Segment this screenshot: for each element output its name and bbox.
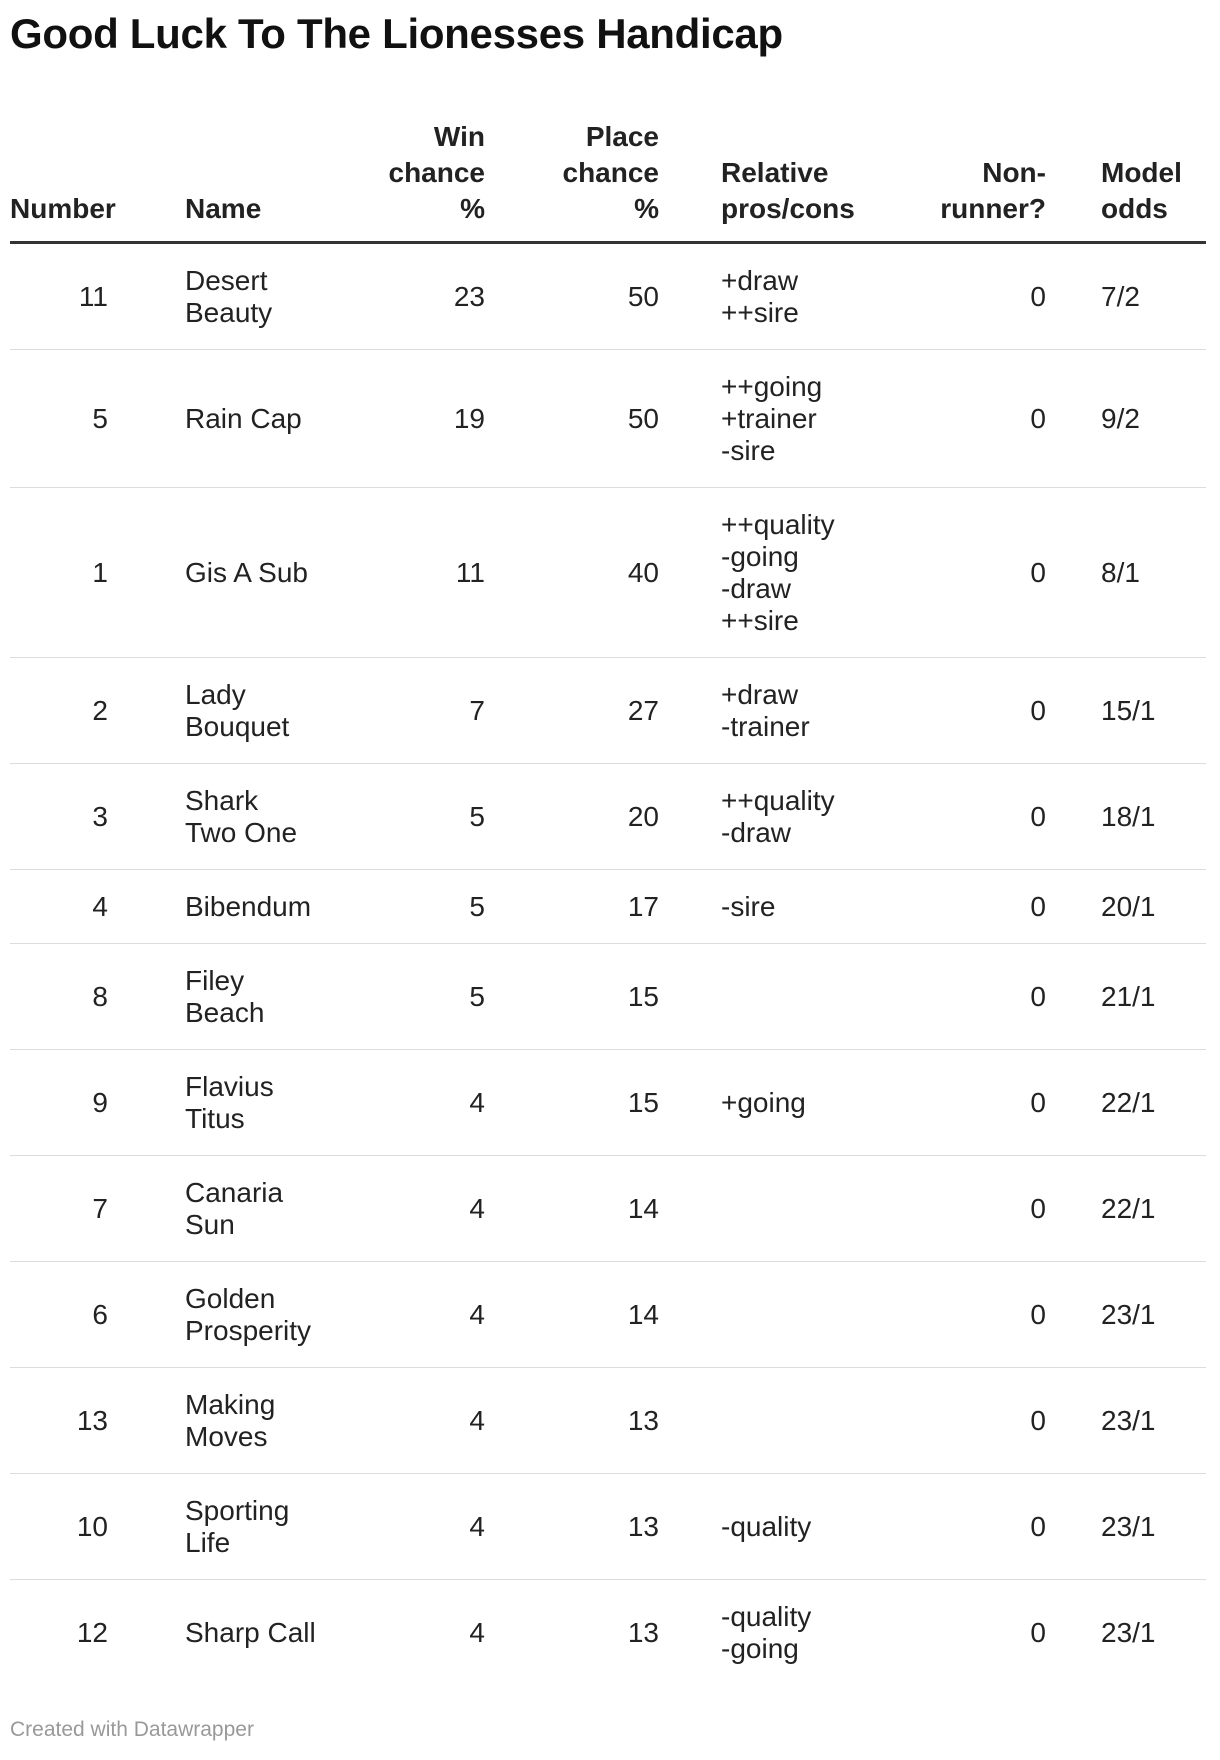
cell-place-chance: 15: [627, 980, 659, 1012]
header-model-odds[interactable]: Model odds: [1101, 157, 1182, 224]
cell-number: 2: [92, 694, 108, 726]
cell-model-odds: 9/2: [1101, 402, 1140, 434]
cell-place-chance: 14: [627, 1192, 659, 1224]
cell-number: 12: [76, 1616, 108, 1648]
cell-model-odds: 8/1: [1101, 556, 1140, 588]
cell-place-chance: 13: [627, 1616, 659, 1648]
cell-win-chance: 4: [469, 1510, 485, 1542]
cell-win-chance: 4: [469, 1192, 485, 1224]
cell-name: Sporting Life: [185, 1494, 290, 1558]
cell-name: Desert Beauty: [185, 264, 273, 328]
cell-non-runner: 0: [1030, 800, 1046, 832]
cell-pros-cons: ++going +trainer -sire: [721, 370, 823, 466]
cell-win-chance: 4: [469, 1086, 485, 1118]
cell-win-chance: 5: [469, 890, 485, 922]
table-header: [10, 110, 1206, 244]
cell-model-odds: 15/1: [1101, 694, 1156, 726]
cell-name: Bibendum: [185, 890, 312, 922]
cell-name: Golden Prosperity: [185, 1282, 312, 1346]
table-row: [10, 1156, 1206, 1262]
header-place-chance[interactable]: Place chance %: [562, 121, 659, 224]
cell-number: 7: [92, 1192, 108, 1224]
header-name[interactable]: Name: [185, 193, 262, 224]
cell-non-runner: 0: [1030, 980, 1046, 1012]
cell-pros-cons: -quality -going: [721, 1600, 812, 1664]
cell-win-chance: 4: [469, 1616, 485, 1648]
cell-name: Shark Two One: [185, 784, 298, 848]
cell-non-runner: 0: [1030, 402, 1046, 434]
cell-model-odds: 23/1: [1101, 1510, 1156, 1542]
cell-non-runner: 0: [1030, 694, 1046, 726]
cell-name: Rain Cap: [185, 402, 302, 434]
cell-number: 8: [92, 980, 108, 1012]
cell-place-chance: 13: [627, 1404, 659, 1436]
header-number[interactable]: Number: [10, 193, 116, 224]
cell-non-runner: 0: [1030, 1404, 1046, 1436]
table-row: [10, 350, 1206, 488]
cell-model-odds: 23/1: [1101, 1298, 1156, 1330]
cell-pros-cons: +going: [721, 1086, 806, 1118]
cell-number: 11: [78, 280, 108, 312]
cell-non-runner: 0: [1030, 1616, 1046, 1648]
cell-place-chance: 50: [627, 280, 659, 312]
cell-win-chance: 19: [453, 402, 485, 434]
cell-non-runner: 0: [1030, 1086, 1046, 1118]
cell-name: Gis A Sub: [185, 556, 308, 588]
cell-place-chance: 50: [627, 402, 659, 434]
table-row: [10, 944, 1206, 1050]
cell-number: 4: [92, 890, 108, 922]
cell-name: Making Moves: [185, 1388, 276, 1452]
cell-win-chance: 5: [469, 800, 485, 832]
table-row: [10, 764, 1206, 870]
cell-pros-cons: +draw -trainer: [721, 678, 810, 742]
cell-number: 1: [92, 556, 108, 588]
table-row: [10, 870, 1206, 944]
cell-pros-cons: ++quality -going -draw ++sire: [721, 508, 835, 636]
table-row: [10, 488, 1206, 658]
cell-model-odds: 23/1: [1101, 1616, 1156, 1648]
cell-model-odds: 18/1: [1101, 800, 1156, 832]
cell-number: 6: [92, 1298, 108, 1330]
cell-non-runner: 0: [1030, 556, 1046, 588]
table-row: [10, 1580, 1206, 1685]
cell-model-odds: 22/1: [1101, 1086, 1156, 1118]
chart-title: Good Luck To The Lionesses Handicap: [10, 10, 783, 57]
cell-pros-cons: ++quality -draw: [721, 784, 835, 848]
cell-win-chance: 11: [455, 556, 485, 588]
cell-place-chance: 17: [627, 890, 659, 922]
cell-model-odds: 21/1: [1101, 980, 1156, 1012]
cell-name: Canaria Sun: [185, 1176, 284, 1240]
table-row: [10, 658, 1206, 764]
cell-win-chance: 4: [469, 1298, 485, 1330]
cell-non-runner: 0: [1030, 1510, 1046, 1542]
cell-place-chance: 14: [627, 1298, 659, 1330]
cell-win-chance: 23: [453, 280, 485, 312]
cell-place-chance: 40: [627, 556, 659, 588]
header-win-chance[interactable]: Win chance %: [388, 121, 485, 224]
cell-pros-cons: +draw ++sire: [721, 264, 799, 328]
data-table: [10, 110, 1206, 1685]
cell-place-chance: 13: [627, 1510, 659, 1542]
cell-number: 13: [76, 1404, 108, 1436]
cell-model-odds: 22/1: [1101, 1192, 1156, 1224]
table-row: [10, 244, 1206, 350]
cell-model-odds: 20/1: [1101, 890, 1156, 922]
header-pros-cons[interactable]: Relative pros/cons: [721, 157, 855, 224]
cell-number: 10: [76, 1510, 108, 1542]
cell-win-chance: 7: [469, 694, 485, 726]
cell-non-runner: 0: [1030, 890, 1046, 922]
cell-place-chance: 27: [627, 694, 659, 726]
cell-non-runner: 0: [1030, 280, 1046, 312]
cell-model-odds: 23/1: [1101, 1404, 1156, 1436]
cell-non-runner: 0: [1030, 1298, 1046, 1330]
cell-win-chance: 5: [469, 980, 485, 1012]
table-row: [10, 1262, 1206, 1368]
cell-name: Lady Bouquet: [185, 678, 290, 742]
cell-non-runner: 0: [1030, 1192, 1046, 1224]
cell-win-chance: 4: [469, 1404, 485, 1436]
cell-name: Sharp Call: [185, 1616, 316, 1648]
cell-place-chance: 15: [627, 1086, 659, 1118]
cell-pros-cons: -quality: [721, 1510, 812, 1542]
cell-name: Filey Beach: [185, 964, 265, 1028]
cell-pros-cons: -sire: [721, 890, 776, 922]
cell-model-odds: 7/2: [1101, 280, 1140, 312]
cell-number: 3: [92, 800, 108, 832]
cell-name: Flavius Titus: [185, 1070, 274, 1134]
table-row: [10, 1368, 1206, 1474]
cell-number: 9: [92, 1086, 108, 1118]
table-row: [10, 1050, 1206, 1156]
cell-place-chance: 20: [627, 800, 659, 832]
table-body: [10, 244, 1206, 1685]
table-row: [10, 1474, 1206, 1580]
footer-credit: Created with Datawrapper: [10, 1718, 254, 1741]
cell-number: 5: [92, 402, 108, 434]
header-non-runner[interactable]: Non- runner?: [940, 157, 1046, 224]
